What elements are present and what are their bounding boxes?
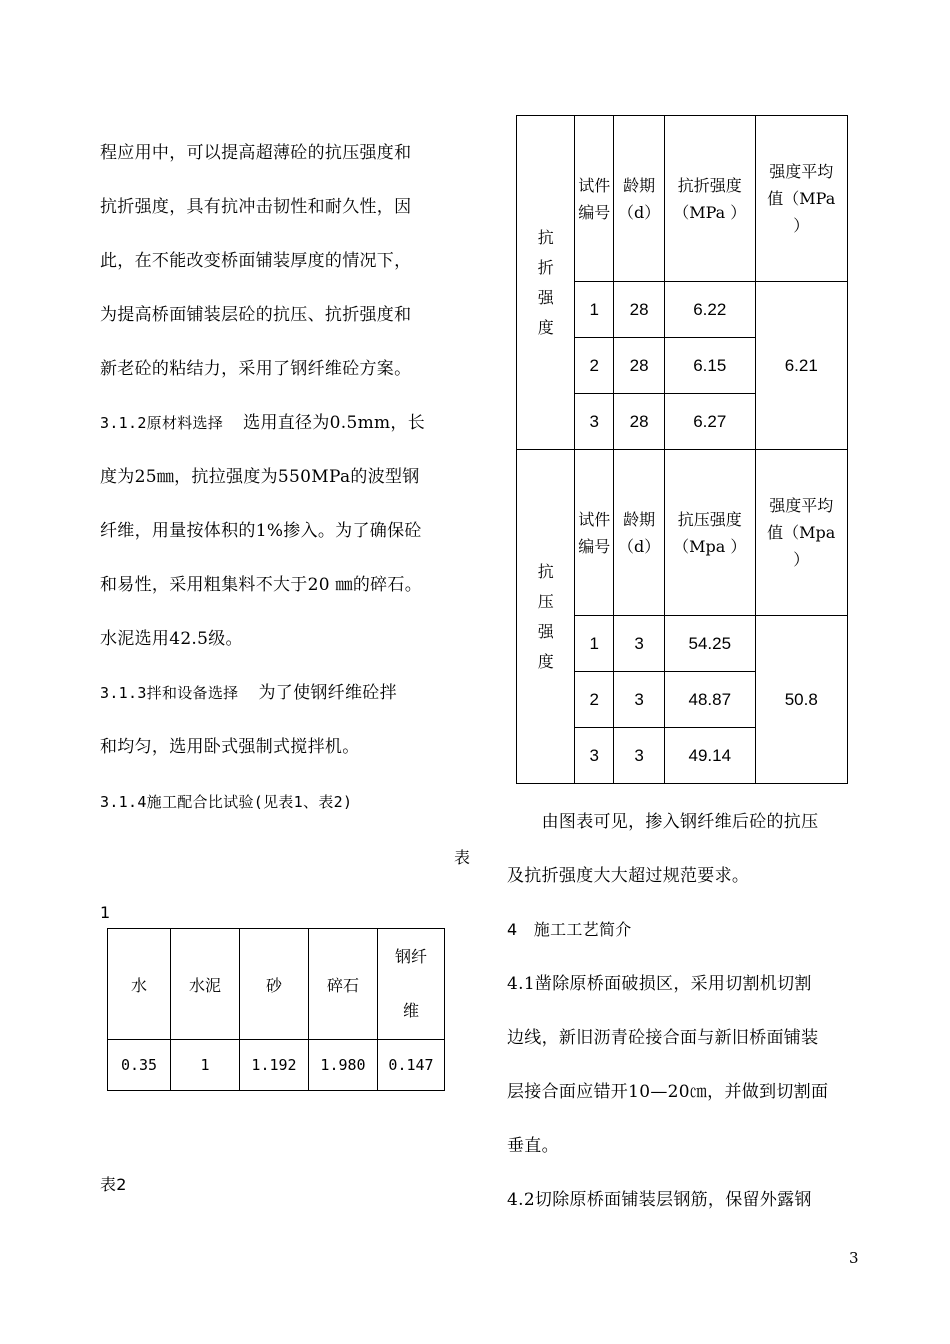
table-header: 龄期 （d） [614, 450, 665, 616]
table-cell: 0.35 [108, 1040, 171, 1091]
body-text: 为了使钢纤维砼拌 [258, 683, 397, 703]
body-text-line: 新老砼的粘结力，采用了钢纤维砼方案。 [100, 359, 412, 379]
body-text-line: 纤维，用量按体积的1%掺入。为了确保砼 [100, 521, 422, 541]
body-text-line: 度为25㎜，抗拉强度为550MPa的波型钢 [100, 467, 420, 487]
table-cell: 6.27 [665, 394, 755, 450]
table2-caption: 表2 [100, 1175, 127, 1194]
category-compressive: 抗 压 强 度 [517, 450, 575, 784]
section-3-1-4: 3.1.4施工配合比试验(见表1、表2) [100, 793, 353, 811]
average-value: 50.8 [755, 616, 847, 784]
table1-caption-b: 1 [100, 903, 111, 922]
section-3-1-2 [100, 413, 425, 433]
table-header: 砂 [240, 929, 309, 1040]
table-cell: 1 [171, 1040, 240, 1091]
table-cell: 1.980 [309, 1040, 378, 1091]
table-cell: 49.14 [665, 728, 755, 784]
table-header: 试件 编号 [575, 116, 614, 282]
table-cell: 2 [575, 338, 614, 394]
table-cell: 1 [575, 616, 614, 672]
table-header: 试件 编号 [575, 450, 614, 616]
table-cell: 28 [614, 394, 665, 450]
table-header: 抗压强度 （Mpa ） [665, 450, 755, 616]
page-number: 3 [849, 1249, 859, 1267]
table-cell: 3 [575, 394, 614, 450]
table-header: 碎石 [309, 929, 378, 1040]
table-cell: 48.87 [665, 672, 755, 728]
body-text-line: 由图表可见，掺入钢纤维后砼的抗压 [507, 812, 819, 832]
body-text-line: 为提高桥面铺装层砼的抗压、抗折强度和 [100, 305, 412, 325]
body-text-line: 和均匀，选用卧式强制式搅拌机。 [100, 737, 360, 757]
table-header: 水 [108, 929, 171, 1040]
table-header: 强度平均 值（Mpa ） [755, 450, 847, 616]
body-text-line: 和易性，采用粗集料不大于20 ㎜的碎石。 [100, 575, 423, 595]
body-text-line: 水泥选用42.5级。 [100, 629, 243, 649]
body-text-line: 4.2切除原桥面铺装层钢筋，保留外露钢 [507, 1190, 812, 1210]
body-text: 选用直径为0.5mm，长 [243, 413, 426, 433]
body-text-line: 此，在不能改变桥面铺装厚度的情况下， [100, 251, 412, 271]
table-cell: 28 [614, 282, 665, 338]
body-text-line: 抗折强度，具有抗冲击韧性和耐久性，因 [100, 197, 412, 217]
table-header: 抗折强度 （MPa ） [665, 116, 755, 282]
body-text-line: 程应用中，可以提高超薄砼的抗压强度和 [100, 143, 412, 163]
section-heading: 3.1.2原材料选择 [100, 414, 224, 432]
table-cell: 6.15 [665, 338, 755, 394]
table-header: 强度平均 值（MPa ） [755, 116, 847, 282]
body-text-line: 及抗折强度大大超过规范要求。 [507, 866, 750, 886]
table-cell: 3 [614, 728, 665, 784]
table-cell: 0.147 [378, 1040, 445, 1091]
table-cell: 1.192 [240, 1040, 309, 1091]
table-cell: 2 [575, 672, 614, 728]
table-cell: 28 [614, 338, 665, 394]
section-heading: 3.1.3拌和设备选择 [100, 684, 239, 702]
body-text-line: 4.1凿除原桥面破损区，采用切割机切割 [507, 974, 812, 994]
table-header: 钢纤 维 [378, 929, 445, 1040]
table-cell: 54.25 [665, 616, 755, 672]
table-cell: 1 [575, 282, 614, 338]
table-header: 龄期 （d） [614, 116, 665, 282]
body-text-line: 垂直。 [507, 1136, 559, 1156]
table-cell: 6.22 [665, 282, 755, 338]
table-header: 水泥 [171, 929, 240, 1040]
table-cell: 3 [575, 728, 614, 784]
body-text-line: 层接合面应错开10—20㎝，并做到切割面 [507, 1082, 829, 1102]
category-flexural: 抗 折 强 度 [517, 116, 575, 450]
table-cell: 3 [614, 616, 665, 672]
mix-ratio-table [107, 928, 445, 1091]
average-value: 6.21 [755, 282, 847, 450]
section-3-1-3 [100, 683, 397, 703]
section-4-heading: 4 施工工艺简介 [507, 920, 632, 939]
table1-caption-a: 表 [454, 848, 471, 867]
table-cell: 3 [614, 672, 665, 728]
strength-test-table [516, 115, 848, 784]
body-text-line: 边线，新旧沥青砼接合面与新旧桥面铺装 [507, 1028, 819, 1048]
